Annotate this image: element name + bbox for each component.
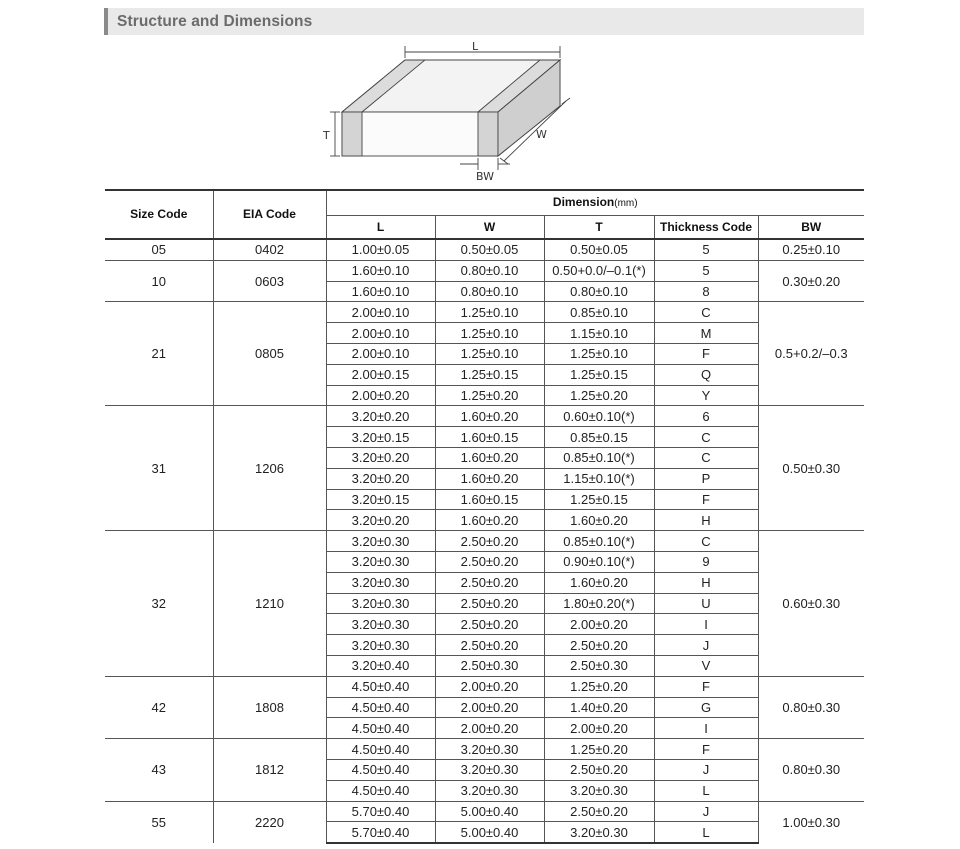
w-cell: 3.20±0.30 xyxy=(435,739,544,760)
thickness-code-cell: I xyxy=(654,718,758,739)
l-cell: 4.50±0.40 xyxy=(326,759,435,780)
t-cell: 0.80±0.10 xyxy=(544,281,654,302)
dim-label-w: W xyxy=(536,128,547,141)
bw-cell: 0.5+0.2/–0.3 xyxy=(758,302,864,406)
thickness-code-cell: C xyxy=(654,427,758,448)
t-cell: 2.50±0.20 xyxy=(544,801,654,822)
w-cell: 3.20±0.30 xyxy=(435,780,544,801)
bw-cell: 0.25±0.10 xyxy=(758,239,864,260)
t-cell: 0.60±0.10(*) xyxy=(544,406,654,427)
thickness-code-cell: C xyxy=(654,302,758,323)
w-cell: 1.25±0.20 xyxy=(435,385,544,406)
eia-code-cell: 0805 xyxy=(213,302,326,406)
w-cell: 2.50±0.30 xyxy=(435,655,544,676)
t-cell: 1.60±0.20 xyxy=(544,510,654,531)
t-cell: 0.50±0.05 xyxy=(544,239,654,260)
w-cell: 1.60±0.20 xyxy=(435,406,544,427)
header-thickness-code: Thickness Code xyxy=(654,216,758,240)
thickness-code-cell: 5 xyxy=(654,239,758,260)
l-cell: 3.20±0.30 xyxy=(326,551,435,572)
t-cell: 3.20±0.30 xyxy=(544,780,654,801)
w-cell: 5.00±0.40 xyxy=(435,822,544,843)
l-cell: 2.00±0.10 xyxy=(326,302,435,323)
w-cell: 2.50±0.20 xyxy=(435,635,544,656)
thickness-code-cell: Y xyxy=(654,385,758,406)
thickness-code-cell: M xyxy=(654,323,758,344)
t-cell: 1.25±0.15 xyxy=(544,364,654,385)
table-row xyxy=(105,406,864,427)
l-cell: 3.20±0.15 xyxy=(326,427,435,448)
table-row xyxy=(105,801,864,822)
w-cell: 2.00±0.20 xyxy=(435,718,544,739)
dim-label-l: L xyxy=(472,40,479,53)
l-cell: 1.60±0.10 xyxy=(326,260,435,281)
t-cell: 1.15±0.10(*) xyxy=(544,468,654,489)
l-cell: 3.20±0.20 xyxy=(326,406,435,427)
l-cell: 4.50±0.40 xyxy=(326,697,435,718)
thickness-code-cell: L xyxy=(654,822,758,843)
header-bw: BW xyxy=(758,216,864,240)
eia-code-cell: 1210 xyxy=(213,531,326,677)
l-cell: 3.20±0.30 xyxy=(326,531,435,552)
l-cell: 3.20±0.30 xyxy=(326,635,435,656)
thickness-code-cell: F xyxy=(654,739,758,760)
section-header xyxy=(104,8,864,35)
l-cell: 3.20±0.20 xyxy=(326,510,435,531)
size-code-cell: 10 xyxy=(105,260,213,302)
thickness-code-cell: 6 xyxy=(654,406,758,427)
w-cell: 2.50±0.20 xyxy=(435,614,544,635)
size-code-cell: 31 xyxy=(105,406,213,531)
header-eia-code: EIA Code xyxy=(213,190,326,239)
l-cell: 3.20±0.20 xyxy=(326,447,435,468)
header-w: W xyxy=(435,216,544,240)
t-cell: 1.25±0.20 xyxy=(544,739,654,760)
w-cell: 2.00±0.20 xyxy=(435,676,544,697)
l-cell: 5.70±0.40 xyxy=(326,822,435,843)
table-row xyxy=(105,531,864,552)
table-row xyxy=(105,676,864,697)
w-cell: 1.25±0.10 xyxy=(435,302,544,323)
l-cell: 4.50±0.40 xyxy=(326,676,435,697)
l-cell: 1.60±0.10 xyxy=(326,281,435,302)
l-cell: 2.00±0.15 xyxy=(326,364,435,385)
l-cell: 4.50±0.40 xyxy=(326,739,435,760)
table-body xyxy=(105,239,864,843)
l-cell: 4.50±0.40 xyxy=(326,718,435,739)
l-cell: 3.20±0.30 xyxy=(326,572,435,593)
section-title: Structure and Dimensions xyxy=(117,13,313,30)
l-cell: 3.20±0.30 xyxy=(326,593,435,614)
w-cell: 1.60±0.15 xyxy=(435,489,544,510)
table-row xyxy=(105,739,864,760)
bw-cell: 1.00±0.30 xyxy=(758,801,864,843)
thickness-code-cell: 9 xyxy=(654,551,758,572)
t-cell: 1.15±0.10 xyxy=(544,323,654,344)
w-cell: 1.60±0.20 xyxy=(435,447,544,468)
t-cell: 1.80±0.20(*) xyxy=(544,593,654,614)
t-cell: 0.85±0.10(*) xyxy=(544,447,654,468)
thickness-code-cell: F xyxy=(654,343,758,364)
eia-code-cell: 1206 xyxy=(213,406,326,531)
l-cell: 2.00±0.10 xyxy=(326,323,435,344)
w-cell: 1.60±0.15 xyxy=(435,427,544,448)
l-cell: 3.20±0.20 xyxy=(326,468,435,489)
t-cell: 2.00±0.20 xyxy=(544,614,654,635)
t-cell: 1.60±0.20 xyxy=(544,572,654,593)
t-cell: 2.50±0.20 xyxy=(544,759,654,780)
t-cell: 0.85±0.10(*) xyxy=(544,531,654,552)
l-cell: 2.00±0.10 xyxy=(326,343,435,364)
thickness-code-cell: P xyxy=(654,468,758,489)
size-code-cell: 05 xyxy=(105,239,213,260)
thickness-code-cell: V xyxy=(654,655,758,676)
t-cell: 3.20±0.30 xyxy=(544,822,654,843)
table-row xyxy=(105,302,864,323)
dim-label-bw: BW xyxy=(476,170,495,183)
size-code-cell: 43 xyxy=(105,739,213,801)
eia-code-cell: 2220 xyxy=(213,801,326,843)
w-cell: 1.25±0.10 xyxy=(435,343,544,364)
w-cell: 2.50±0.20 xyxy=(435,572,544,593)
t-cell: 0.50+0.0/–0.1(*) xyxy=(544,260,654,281)
l-cell: 1.00±0.05 xyxy=(326,239,435,260)
bw-cell: 0.80±0.30 xyxy=(758,739,864,801)
t-cell: 0.85±0.10 xyxy=(544,302,654,323)
table-row xyxy=(105,260,864,281)
thickness-code-cell: J xyxy=(654,635,758,656)
thickness-code-cell: I xyxy=(654,614,758,635)
header-size-code: Size Code xyxy=(105,190,213,239)
w-cell: 3.20±0.30 xyxy=(435,759,544,780)
thickness-code-cell: J xyxy=(654,801,758,822)
eia-code-cell: 0603 xyxy=(213,260,326,302)
size-code-cell: 42 xyxy=(105,676,213,738)
w-cell: 0.50±0.05 xyxy=(435,239,544,260)
thickness-code-cell: Q xyxy=(654,364,758,385)
dim-label-t: T xyxy=(323,129,330,142)
header-t: T xyxy=(544,216,654,240)
header-dimension-unit: (mm) xyxy=(614,198,638,209)
thickness-code-cell: 5 xyxy=(654,260,758,281)
l-cell: 3.20±0.15 xyxy=(326,489,435,510)
thickness-code-cell: L xyxy=(654,780,758,801)
thickness-code-cell: F xyxy=(654,676,758,697)
eia-code-cell: 1812 xyxy=(213,739,326,801)
table-row xyxy=(105,239,864,260)
thickness-code-cell: 8 xyxy=(654,281,758,302)
w-cell: 2.50±0.20 xyxy=(435,551,544,572)
t-cell: 1.25±0.20 xyxy=(544,385,654,406)
t-cell: 1.25±0.20 xyxy=(544,676,654,697)
t-cell: 0.85±0.15 xyxy=(544,427,654,448)
l-cell: 3.20±0.40 xyxy=(326,655,435,676)
size-code-cell: 21 xyxy=(105,302,213,406)
w-cell: 1.25±0.15 xyxy=(435,364,544,385)
w-cell: 2.00±0.20 xyxy=(435,697,544,718)
thickness-code-cell: C xyxy=(654,447,758,468)
w-cell: 1.60±0.20 xyxy=(435,468,544,489)
l-cell: 2.00±0.20 xyxy=(326,385,435,406)
w-cell: 0.80±0.10 xyxy=(435,281,544,302)
t-cell: 2.50±0.30 xyxy=(544,655,654,676)
size-code-cell: 55 xyxy=(105,801,213,843)
header-l: L xyxy=(326,216,435,240)
w-cell: 2.50±0.20 xyxy=(435,593,544,614)
l-cell: 3.20±0.30 xyxy=(326,614,435,635)
eia-code-cell: 0402 xyxy=(213,239,326,260)
dimensions-table xyxy=(105,189,864,844)
l-cell: 4.50±0.40 xyxy=(326,780,435,801)
w-cell: 5.00±0.40 xyxy=(435,801,544,822)
bw-cell: 0.80±0.30 xyxy=(758,676,864,738)
t-cell: 1.25±0.15 xyxy=(544,489,654,510)
thickness-code-cell: H xyxy=(654,510,758,531)
thickness-code-cell: H xyxy=(654,572,758,593)
thickness-code-cell: U xyxy=(654,593,758,614)
t-cell: 2.00±0.20 xyxy=(544,718,654,739)
bw-cell: 0.30±0.20 xyxy=(758,260,864,302)
bw-cell: 0.50±0.30 xyxy=(758,406,864,531)
t-cell: 1.40±0.20 xyxy=(544,697,654,718)
header-dimension xyxy=(326,190,864,216)
thickness-code-cell: C xyxy=(654,531,758,552)
eia-code-cell: 1808 xyxy=(213,676,326,738)
chip-structure-diagram xyxy=(300,38,600,186)
t-cell: 2.50±0.20 xyxy=(544,635,654,656)
l-cell: 5.70±0.40 xyxy=(326,801,435,822)
header-dimension-label: Dimension xyxy=(552,195,615,209)
thickness-code-cell: G xyxy=(654,697,758,718)
thickness-code-cell: J xyxy=(654,759,758,780)
t-cell: 1.25±0.10 xyxy=(544,343,654,364)
bw-cell: 0.60±0.30 xyxy=(758,531,864,677)
w-cell: 0.80±0.10 xyxy=(435,260,544,281)
size-code-cell: 32 xyxy=(105,531,213,677)
t-cell: 0.90±0.10(*) xyxy=(544,551,654,572)
thickness-code-cell: F xyxy=(654,489,758,510)
w-cell: 2.50±0.20 xyxy=(435,531,544,552)
w-cell: 1.60±0.20 xyxy=(435,510,544,531)
w-cell: 1.25±0.10 xyxy=(435,323,544,344)
